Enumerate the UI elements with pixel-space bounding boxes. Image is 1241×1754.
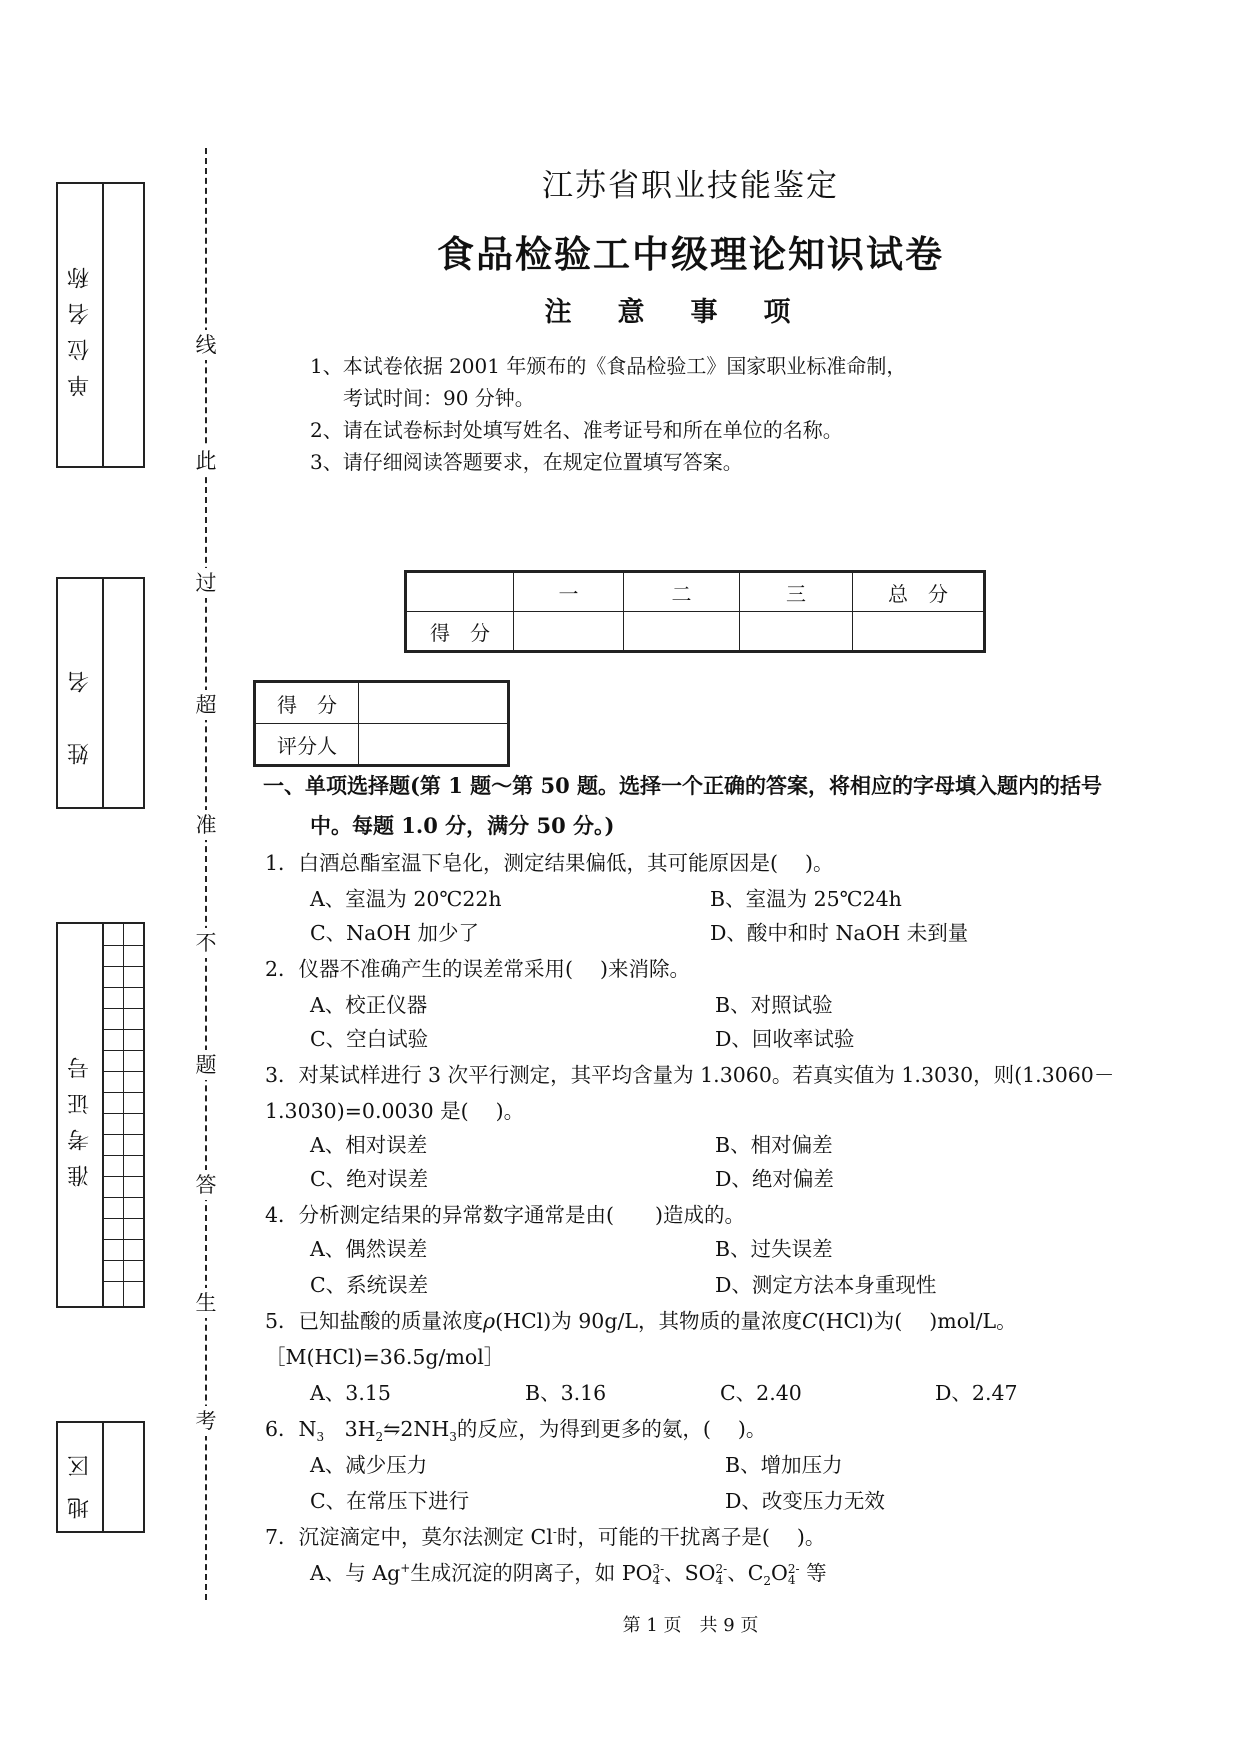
seal-char-1: 线	[193, 330, 219, 360]
seal-char-9: 生	[193, 1288, 219, 1318]
exam-id-label: 准考证号	[67, 1043, 93, 1187]
q7-a-s1: 、SO	[664, 1561, 716, 1585]
q6-stem-c: ⇋2NH	[383, 1417, 450, 1441]
q4-option-b: B、过失误差	[715, 1237, 833, 1261]
q1-option-c: C、NaOH 加少了	[310, 921, 480, 945]
seal-char-10: 考	[193, 1406, 219, 1436]
q7-stem	[265, 1520, 825, 1550]
seal-char-3: 过	[193, 568, 219, 598]
notice-title: 注意事项	[544, 297, 837, 328]
seal-char-7: 题	[193, 1050, 219, 1080]
q1-stem: 1．白酒总酯室温下皂化，测定结果偏低，其可能原因是( )。	[265, 851, 834, 875]
notice-3: 3、请仔细阅读答题要求，在规定位置填写答案。	[310, 450, 743, 474]
seal-char-4: 超	[193, 690, 219, 720]
seal-char-8: 答	[193, 1170, 219, 1200]
q6-option-c: C、在常压下进行	[310, 1489, 470, 1513]
q7-stem-b: 时，可能的干扰离子是( )。	[556, 1525, 826, 1549]
q5-option-a: A、3.15	[310, 1381, 391, 1405]
section-1-heading-cont: 中。每题 1.0 分，满分 50 分。)	[310, 813, 615, 838]
q5-option-c: C、2.40	[720, 1381, 802, 1405]
score-header-3: 三	[740, 572, 853, 612]
q7-a-s2: 、C	[727, 1561, 764, 1585]
q1-option-b: B、室温为 25℃24h	[710, 887, 902, 911]
grader-name-label: 评分人	[255, 724, 359, 766]
q5-stem-a: 5．已知盐酸的质量浓度	[265, 1309, 484, 1333]
q7-sup-minus: -	[552, 1525, 557, 1540]
q3-option-a: A、相对误差	[310, 1133, 428, 1157]
seal-dashed-line	[205, 148, 207, 1600]
region-label: 地区	[67, 1435, 93, 1519]
q2-option-c: C、空白试验	[310, 1027, 429, 1051]
q7-a-mid: 生成沉淀的阴离子，如 PO	[410, 1561, 653, 1585]
seal-char-2: 此	[193, 446, 219, 476]
grader-score-cell[interactable]	[359, 682, 509, 724]
q4-stem: 4．分析测定结果的异常数字通常是由( )造成的。	[265, 1203, 746, 1227]
score-header-total: 总 分	[853, 572, 985, 612]
grader-score-label: 得 分	[255, 682, 359, 724]
score-header-1: 一	[514, 572, 624, 612]
q5-stem	[265, 1304, 1017, 1334]
q7-po-sub: 4	[652, 1572, 661, 1587]
exam-authority-subtitle: 江苏省职业技能鉴定	[542, 168, 839, 204]
score-header-2: 二	[624, 572, 740, 612]
q2-option-d: D、回收率试验	[715, 1027, 855, 1051]
notice-1-cont: 考试时间：90 分钟。	[343, 386, 535, 410]
exam-id-grid[interactable]	[102, 924, 143, 1306]
q6-sub-h2: 2	[375, 1430, 384, 1445]
q7-option-a	[310, 1556, 827, 1588]
exam-title: 食品检验工中级理论知识试卷	[437, 232, 944, 276]
q3-option-b: B、相对偏差	[715, 1133, 833, 1157]
seal-char-6: 不	[193, 928, 219, 958]
q7-po-sup: 3-	[652, 1561, 665, 1576]
q3-option-c: C、绝对误差	[310, 1167, 429, 1191]
grader-table	[253, 680, 510, 767]
q1-option-d: D、酸中和时 NaOH 未到量	[710, 921, 969, 945]
q6-stem-d: 的反应，为得到更多的氨，( )。	[456, 1417, 767, 1441]
region-field[interactable]	[104, 1423, 143, 1531]
q7-o-sup: 2-	[787, 1561, 800, 1576]
notice-2: 2、请在试卷标封处填写姓名、准考证号和所在单位的名称。	[310, 418, 843, 442]
q3-option-d: D、绝对偏差	[715, 1167, 834, 1191]
q7-a-o: O	[771, 1561, 788, 1585]
q6-option-d: D、改变压力无效	[725, 1489, 885, 1513]
q2-stem: 2．仪器不准确产生的误差常采用( )来消除。	[265, 957, 691, 981]
q3-stem: 3．对某试样进行 3 次平行测定，其平均含量为 1.3060。若真实值为 1.3030，则(1.3060－	[265, 1063, 1115, 1087]
q7-so-sub: 4	[715, 1572, 724, 1587]
q5-stem-b: (HCl)为 90g/L，其物质的量浓度	[495, 1309, 802, 1333]
q7-stem-a: 7．沉淀滴定中，莫尔法测定 Cl	[265, 1525, 553, 1549]
page-number-footer: 第 1 页 共 9 页	[622, 1615, 759, 1636]
q7-o-sub: 4	[787, 1572, 796, 1587]
q2-option-b: B、对照试验	[715, 993, 833, 1017]
q5-stem-cont: ［M(HCl)=36.5g/mol］	[265, 1345, 505, 1369]
q6-option-b: B、增加压力	[725, 1453, 843, 1477]
q6-option-a: A、减少压力	[310, 1453, 428, 1477]
q7-so-sup: 2-	[715, 1561, 728, 1576]
q1-option-a: A、室温为 20℃22h	[310, 887, 502, 911]
q6-stem-a: 6．N	[265, 1417, 317, 1441]
region-box	[56, 1421, 145, 1533]
score-cell-total[interactable]	[853, 612, 985, 652]
seal-char-5: 准	[193, 810, 219, 840]
q7-c-sub: 2	[763, 1574, 772, 1589]
unit-name-label: 单位名称	[67, 253, 93, 397]
section-1-heading: 一、单项选择题(第 1 题～第 50 题。选择一个正确的答案，将相应的字母填入题内的括号	[263, 773, 1103, 798]
q2-option-a: A、校正仪器	[310, 993, 428, 1017]
name-field[interactable]	[104, 579, 143, 807]
q5-option-d: D、2.47	[935, 1381, 1018, 1405]
notice-1: 1、本试卷依据 2001 年颁布的《食品检验工》国家职业标准命制，	[310, 354, 907, 378]
q7-a-pre: A、与 Ag	[310, 1561, 401, 1585]
q7-a-sup-plus: +	[400, 1561, 411, 1576]
score-cell-2[interactable]	[624, 612, 740, 652]
q7-a-end: 等	[799, 1561, 827, 1585]
q5-c-var: C	[801, 1309, 818, 1333]
q3-stem-cont: 1.3030)=0.0030 是( )。	[265, 1099, 525, 1123]
score-cell-1[interactable]	[514, 612, 624, 652]
q4-option-a: A、偶然误差	[310, 1237, 428, 1261]
q6-sub-nh3: 3	[449, 1430, 457, 1445]
q5-stem-c: (HCl)为( )mol/L。	[817, 1309, 1017, 1333]
score-cell-3[interactable]	[740, 612, 853, 652]
q5-rho: ρ	[483, 1309, 496, 1333]
grader-name-cell[interactable]	[359, 724, 509, 766]
score-header-blank	[406, 572, 514, 612]
q6-sub-n3: 3	[316, 1430, 325, 1445]
q6-stem	[265, 1412, 766, 1444]
q4-option-d: D、测定方法本身重现性	[715, 1273, 937, 1297]
name-box	[56, 577, 145, 809]
score-row-label: 得 分	[406, 612, 514, 652]
q5-option-b: B、3.16	[525, 1381, 607, 1405]
score-table	[404, 570, 986, 653]
exam-id-box	[56, 922, 145, 1308]
q6-stem-b: 3H	[324, 1417, 376, 1441]
q4-option-c: C、系统误差	[310, 1273, 429, 1297]
name-label: 姓名	[67, 621, 93, 765]
